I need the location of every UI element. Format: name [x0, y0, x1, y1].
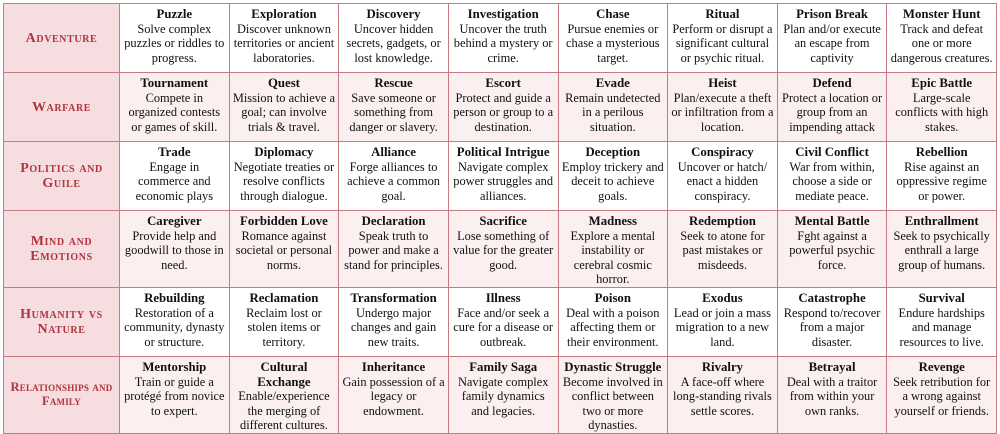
story-type-cell	[887, 211, 997, 288]
story-type-cell	[339, 73, 449, 142]
story-type-description: Explore a mental instability or cerebral cosmic horror.	[570, 228, 656, 287]
story-type-cell	[777, 73, 887, 142]
story-type-description: Remain undetected in a perilous situation.	[565, 90, 661, 134]
story-type-description: Forge alliances to achieve a common goal.	[347, 159, 440, 203]
story-type-title: Reclamation	[249, 290, 319, 305]
story-type-description: Reclaim lost or stolen items or territory.	[246, 305, 322, 349]
story-type-cell	[339, 4, 449, 73]
story-type-description: A face-off where long-standing rivals settle scores.	[673, 374, 772, 418]
story-type-cell	[448, 73, 558, 142]
category-label-adventure: Adventure	[4, 4, 120, 73]
story-type-cell	[339, 142, 449, 211]
story-type-title: Revenge	[918, 359, 965, 374]
story-type-cell	[777, 4, 887, 73]
story-type-description: Employ trickery and deceit to achieve goals.	[561, 159, 664, 203]
story-type-title: Transformation	[350, 290, 437, 305]
story-type-title: Investigation	[467, 7, 539, 21]
story-type-title: Cultural Exchange	[257, 359, 311, 389]
story-type-title: Rebellion	[915, 145, 968, 159]
story-type-title: Monster Hunt	[902, 7, 981, 21]
story-type-description: Seek to atone for past mistakes or misdeeds.	[680, 228, 765, 272]
story-type-title: Discovery	[366, 7, 421, 21]
story-type-description: Navigate complex family dynamics and legacies.	[457, 374, 549, 418]
story-type-cell	[887, 142, 997, 211]
story-type-title: Enthrallment	[904, 214, 979, 228]
story-type-title: Declaration	[361, 214, 426, 228]
story-type-description: Speak truth to power and make a stand for principles.	[344, 228, 443, 272]
story-type-title: Civil Conflict	[795, 145, 869, 159]
story-type-description: Solve complex puzzles or riddles to progress.	[124, 21, 225, 65]
story-type-cell	[887, 287, 997, 356]
story-type-cell	[120, 356, 230, 433]
story-type-title: Catastrophe	[798, 290, 866, 305]
story-type-description: Large-scale conflicts with high stakes.	[895, 90, 989, 134]
story-type-cell	[887, 73, 997, 142]
story-type-cell	[668, 287, 778, 356]
story-type-title: Tournament	[140, 76, 209, 90]
story-type-cell	[668, 356, 778, 433]
story-type-cell	[120, 4, 230, 73]
story-type-cell	[668, 73, 778, 142]
story-type-description: Perform or disrupt a significant cultural or psychic ritual.	[672, 21, 773, 65]
table-row	[4, 4, 997, 73]
story-type-cell	[558, 142, 668, 211]
story-type-title: Caregiver	[147, 214, 202, 228]
story-type-cell	[339, 211, 449, 288]
story-type-cell	[120, 73, 230, 142]
story-type-cell	[229, 287, 339, 356]
story-type-title: Political Intrigue	[456, 145, 550, 159]
story-type-description: Gain possession of a legacy or endowment.	[342, 374, 445, 418]
story-type-cell	[229, 356, 339, 433]
story-type-title: Escort	[485, 76, 521, 90]
story-type-title: Rivalry	[701, 359, 744, 374]
story-type-cell	[448, 142, 558, 211]
table-body	[4, 4, 997, 434]
story-type-description: Rise against an oppressive regime or power.	[896, 159, 987, 203]
story-type-title: Epic Battle	[911, 76, 973, 90]
story-type-title: Sacrifice	[479, 214, 527, 228]
story-type-title: Redemption	[689, 214, 756, 228]
category-label-warfare: Warfare	[4, 73, 120, 142]
story-type-cell	[558, 287, 668, 356]
story-type-cell	[120, 142, 230, 211]
story-type-description: Deal with a traitor from within your own ranks.	[786, 374, 878, 418]
adventure-types-table	[3, 3, 997, 434]
story-type-title: Mental Battle	[794, 214, 870, 228]
story-type-title: Diplomacy	[254, 145, 314, 159]
story-type-cell	[777, 211, 887, 288]
story-type-title: Illness	[485, 290, 521, 305]
story-type-description: Discover unknown territories or ancient laboratories.	[233, 21, 335, 65]
story-type-title: Betrayal	[808, 359, 856, 374]
table-row	[4, 356, 997, 433]
story-type-cell	[777, 287, 887, 356]
story-type-description: Uncover hidden secrets, gadgets, or lost knowledge.	[346, 21, 441, 65]
story-type-description: Restoration of a community, dynasty or structure.	[124, 305, 225, 349]
story-type-description: Lose something of value for the greater good.	[453, 228, 554, 272]
story-type-cell	[668, 4, 778, 73]
story-type-description: Lead or join a mass migration to a new land.	[673, 305, 771, 349]
story-type-description: Save someone or something from danger or slavery.	[349, 90, 438, 134]
story-type-description: Undergo major changes and gain new traits.	[350, 305, 437, 349]
story-type-cell	[887, 4, 997, 73]
story-type-title: Deception	[585, 145, 641, 159]
story-type-title: Madness	[588, 214, 637, 228]
story-type-title: Mentorship	[142, 359, 207, 374]
story-type-title: Chase	[596, 7, 630, 21]
story-type-description: Plan/execute a theft or infiltration from a location.	[671, 90, 774, 134]
story-type-title: Exploration	[251, 7, 317, 21]
story-type-title: Trade	[158, 145, 191, 159]
story-type-description: Track and defeat one or more dangerous creatures.	[890, 21, 993, 65]
category-label-mind-and-emotions: Mind and Emotions	[4, 211, 120, 288]
story-type-cell	[229, 211, 339, 288]
story-type-description: Deal with a poison affecting them or their environment.	[566, 305, 660, 349]
story-type-description: Compete in organized contests or games of skill.	[128, 90, 221, 134]
story-type-title: Rescue	[374, 76, 413, 90]
story-type-cell	[558, 211, 668, 288]
story-type-title: Poison	[594, 290, 631, 305]
story-type-description: Negotiate treaties or resolve conflicts through dialogue.	[233, 159, 335, 203]
story-type-description: Train or guide a protégé from novice to expert.	[124, 374, 225, 418]
story-type-description: Plan and/or execute an escape from captivity	[783, 21, 881, 65]
story-type-title: Rebuilding	[144, 290, 205, 305]
story-type-description: Endure hardships and manage resources to live.	[898, 305, 985, 349]
story-type-cell	[120, 287, 230, 356]
story-type-title: Defend	[812, 76, 852, 90]
story-type-cell	[229, 73, 339, 142]
story-type-cell	[668, 142, 778, 211]
story-type-cell	[777, 142, 887, 211]
story-type-title: Exodus	[702, 290, 743, 305]
story-type-description: Seek retribution for a wrong against yourself or friends.	[893, 374, 991, 418]
story-type-cell	[229, 142, 339, 211]
story-type-description: Romance against societal or personal norms.	[235, 228, 333, 272]
story-type-description: Protect a location or group from an impending attack	[782, 90, 883, 134]
story-type-cell	[120, 211, 230, 288]
story-type-title: Forbidden Love	[240, 214, 328, 228]
story-type-title: Alliance	[371, 145, 416, 159]
category-label-relationships-and-family: Relationships and Family	[4, 356, 120, 433]
story-type-description: Uncover or hatch/ enact a hidden conspiracy.	[677, 159, 768, 203]
story-type-cell	[448, 287, 558, 356]
story-type-description: Mission to achieve a goal; can involve trials & travel.	[232, 90, 336, 134]
story-type-cell	[558, 73, 668, 142]
story-type-cell	[887, 356, 997, 433]
story-type-title: Dynastic Struggle	[564, 359, 662, 374]
story-type-description: Face and/or seek a cure for a disease or outbreak.	[453, 305, 554, 349]
story-type-title: Survival	[918, 290, 965, 305]
story-type-description: Respond to/recover from a major disaster.	[783, 305, 881, 349]
story-type-description: Enable/experience the merging of different cultures.	[238, 389, 330, 433]
story-type-description: Engage in commerce and economic plays	[135, 159, 214, 203]
story-type-cell	[448, 211, 558, 288]
story-type-cell	[339, 356, 449, 433]
story-type-description: Seek to psychically enthrall a large group of humans.	[893, 228, 990, 272]
story-type-cell	[777, 356, 887, 433]
story-type-cell	[448, 4, 558, 73]
story-type-description: Provide help and goodwill to those in need.	[124, 228, 224, 272]
story-type-title: Quest	[267, 76, 300, 90]
story-type-cell	[229, 4, 339, 73]
story-type-cell	[448, 356, 558, 433]
story-type-description: Navigate complex power struggles and alliances.	[453, 159, 554, 203]
story-type-title: Prison Break	[796, 7, 869, 21]
story-type-title: Evade	[595, 76, 630, 90]
story-type-title: Inheritance	[361, 359, 426, 374]
category-label-humanity-vs-nature: Humanity vs Nature	[4, 287, 120, 356]
story-type-description: Fght against a powerful psychic force.	[789, 228, 875, 272]
story-type-cell	[339, 287, 449, 356]
category-label-politics-and-guile: Politics and Guile	[4, 142, 120, 211]
table-row	[4, 287, 997, 356]
story-type-description: Pursue enemies or chase a mysterious target.	[566, 21, 660, 65]
story-type-cell	[558, 4, 668, 73]
table-row	[4, 73, 997, 142]
table-row	[4, 142, 997, 211]
story-type-cell	[668, 211, 778, 288]
story-type-title: Family Saga	[469, 359, 538, 374]
story-type-title: Ritual	[705, 7, 740, 21]
story-type-description: Uncover the truth behind a mystery or crime.	[453, 21, 553, 65]
story-type-title: Puzzle	[156, 7, 193, 21]
story-type-title: Conspiracy	[691, 145, 754, 159]
story-type-title: Heist	[708, 76, 737, 90]
story-type-description: War from within, choose a side or mediate peace.	[789, 159, 875, 203]
story-type-description: Protect and guide a person or group to a destination.	[453, 90, 554, 134]
story-type-description: Become involved in conflict between two or more dynasties.	[562, 374, 663, 433]
story-type-cell	[558, 356, 668, 433]
table-row	[4, 211, 997, 288]
